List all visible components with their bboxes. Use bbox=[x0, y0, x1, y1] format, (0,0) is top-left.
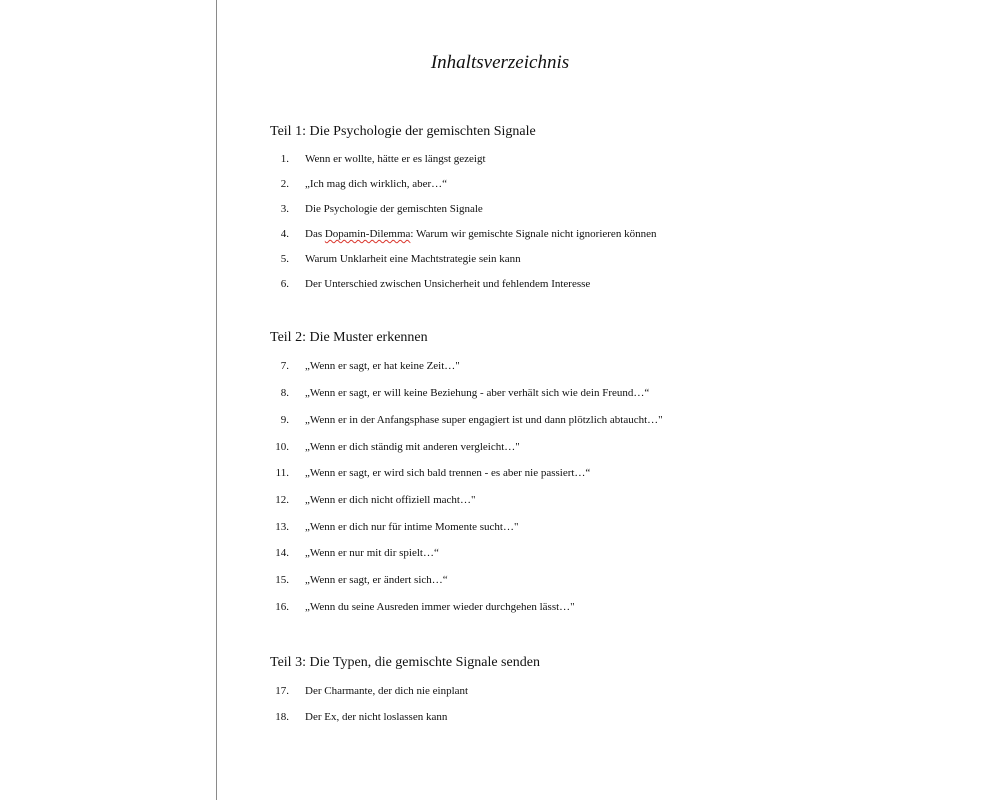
toc-entry bbox=[270, 385, 970, 401]
entry-text: Die Psychologie der gemischten Signale bbox=[305, 203, 483, 215]
part-heading-1: Teil 1: Die Psychologie der gemischten Signale bbox=[270, 124, 536, 139]
entry-text: Der Charmante, der dich nie einplant bbox=[305, 685, 469, 697]
toc-entry bbox=[270, 226, 970, 242]
entry-number: 12. bbox=[275, 494, 289, 506]
entry-text: „Wenn er dich nicht offiziell macht…" bbox=[305, 494, 476, 506]
entry-number: 7. bbox=[280, 360, 289, 372]
entry-text: Der Ex, der nicht loslassen kann bbox=[305, 711, 448, 723]
entry-text: „Wenn er sagt, er ändert sich…“ bbox=[305, 574, 448, 586]
toc-entry bbox=[270, 358, 970, 374]
toc-entry bbox=[270, 412, 970, 428]
entry-number: 10. bbox=[275, 441, 289, 453]
entry-number: 13. bbox=[275, 521, 289, 533]
toc-entry bbox=[270, 251, 970, 267]
toc-entry bbox=[270, 151, 970, 167]
entry-text: „Wenn er sagt, er hat keine Zeit…" bbox=[305, 360, 460, 372]
entry-number: 4. bbox=[280, 228, 289, 240]
entry-text: „Wenn er nur mit dir spielt…“ bbox=[305, 547, 439, 559]
entry-text: „Wenn du seine Ausreden immer wieder durchgehen lässt…" bbox=[305, 601, 575, 613]
entry-text: „Wenn er sagt, er will keine Beziehung - aber verhält sich wie dein Freund…“ bbox=[305, 387, 650, 399]
entry-number: 16. bbox=[275, 601, 289, 613]
entry-text-after: : Warum wir gemischte Signale nicht ignorieren können bbox=[410, 228, 657, 240]
toc-entry bbox=[270, 572, 970, 588]
entry-text: Der Unterschied zwischen Unsicherheit und fehlendem Interesse bbox=[305, 278, 591, 290]
toc-entry bbox=[270, 709, 970, 725]
toc-entry bbox=[270, 201, 970, 217]
document-page[interactable] bbox=[217, 0, 1000, 800]
entry-text: Warum Unklarheit eine Machtstrategie sein kann bbox=[305, 253, 521, 265]
entry-text: Wenn er wollte, hätte er es längst gezeigt bbox=[305, 153, 486, 165]
entry-text: „Wenn er dich ständig mit anderen vergleicht…" bbox=[305, 441, 520, 453]
toc-entry bbox=[270, 439, 970, 455]
toc-entry bbox=[270, 683, 970, 699]
part-heading-2: Teil 2: Die Muster erkennen bbox=[270, 330, 428, 345]
entry-text: „Ich mag dich wirklich, aber…“ bbox=[305, 178, 448, 190]
entry-number: 8. bbox=[280, 387, 289, 399]
entry-text: „Wenn er in der Anfangsphase super engagiert ist und dann plötzlich abtaucht…" bbox=[305, 414, 663, 426]
entry-number: 18. bbox=[275, 711, 289, 723]
part-heading-3: Teil 3: Die Typen, die gemischte Signale senden bbox=[270, 655, 540, 670]
entry-text: „Wenn er dich nur für intime Momente sucht…" bbox=[305, 521, 519, 533]
toc-entry bbox=[270, 545, 970, 561]
entry-number: 3. bbox=[280, 203, 289, 215]
spellcheck-marked-word[interactable]: Dopamin-Dilemma bbox=[324, 228, 411, 240]
toc-entry bbox=[270, 465, 970, 481]
toc-entry bbox=[270, 492, 970, 508]
entry-number: 11. bbox=[275, 467, 289, 479]
entry-number: 9. bbox=[280, 414, 289, 426]
toc-entry bbox=[270, 176, 970, 192]
entry-number: 2. bbox=[280, 178, 289, 190]
entry-number: 17. bbox=[275, 685, 289, 697]
document-title: Inhaltsverzeichnis bbox=[430, 52, 570, 73]
entry-number: 5. bbox=[280, 253, 289, 265]
entry-text-before: Das bbox=[305, 228, 325, 240]
toc-entry bbox=[270, 519, 970, 535]
entry-number: 6. bbox=[280, 278, 289, 290]
entry-number: 14. bbox=[275, 547, 289, 559]
toc-entry bbox=[270, 599, 970, 615]
entry-text bbox=[305, 226, 656, 242]
entry-text: „Wenn er sagt, er wird sich bald trennen - es aber nie passiert…“ bbox=[305, 467, 591, 479]
toc-entry bbox=[270, 276, 970, 292]
entry-number: 1. bbox=[280, 153, 289, 165]
entry-number: 15. bbox=[275, 574, 289, 586]
